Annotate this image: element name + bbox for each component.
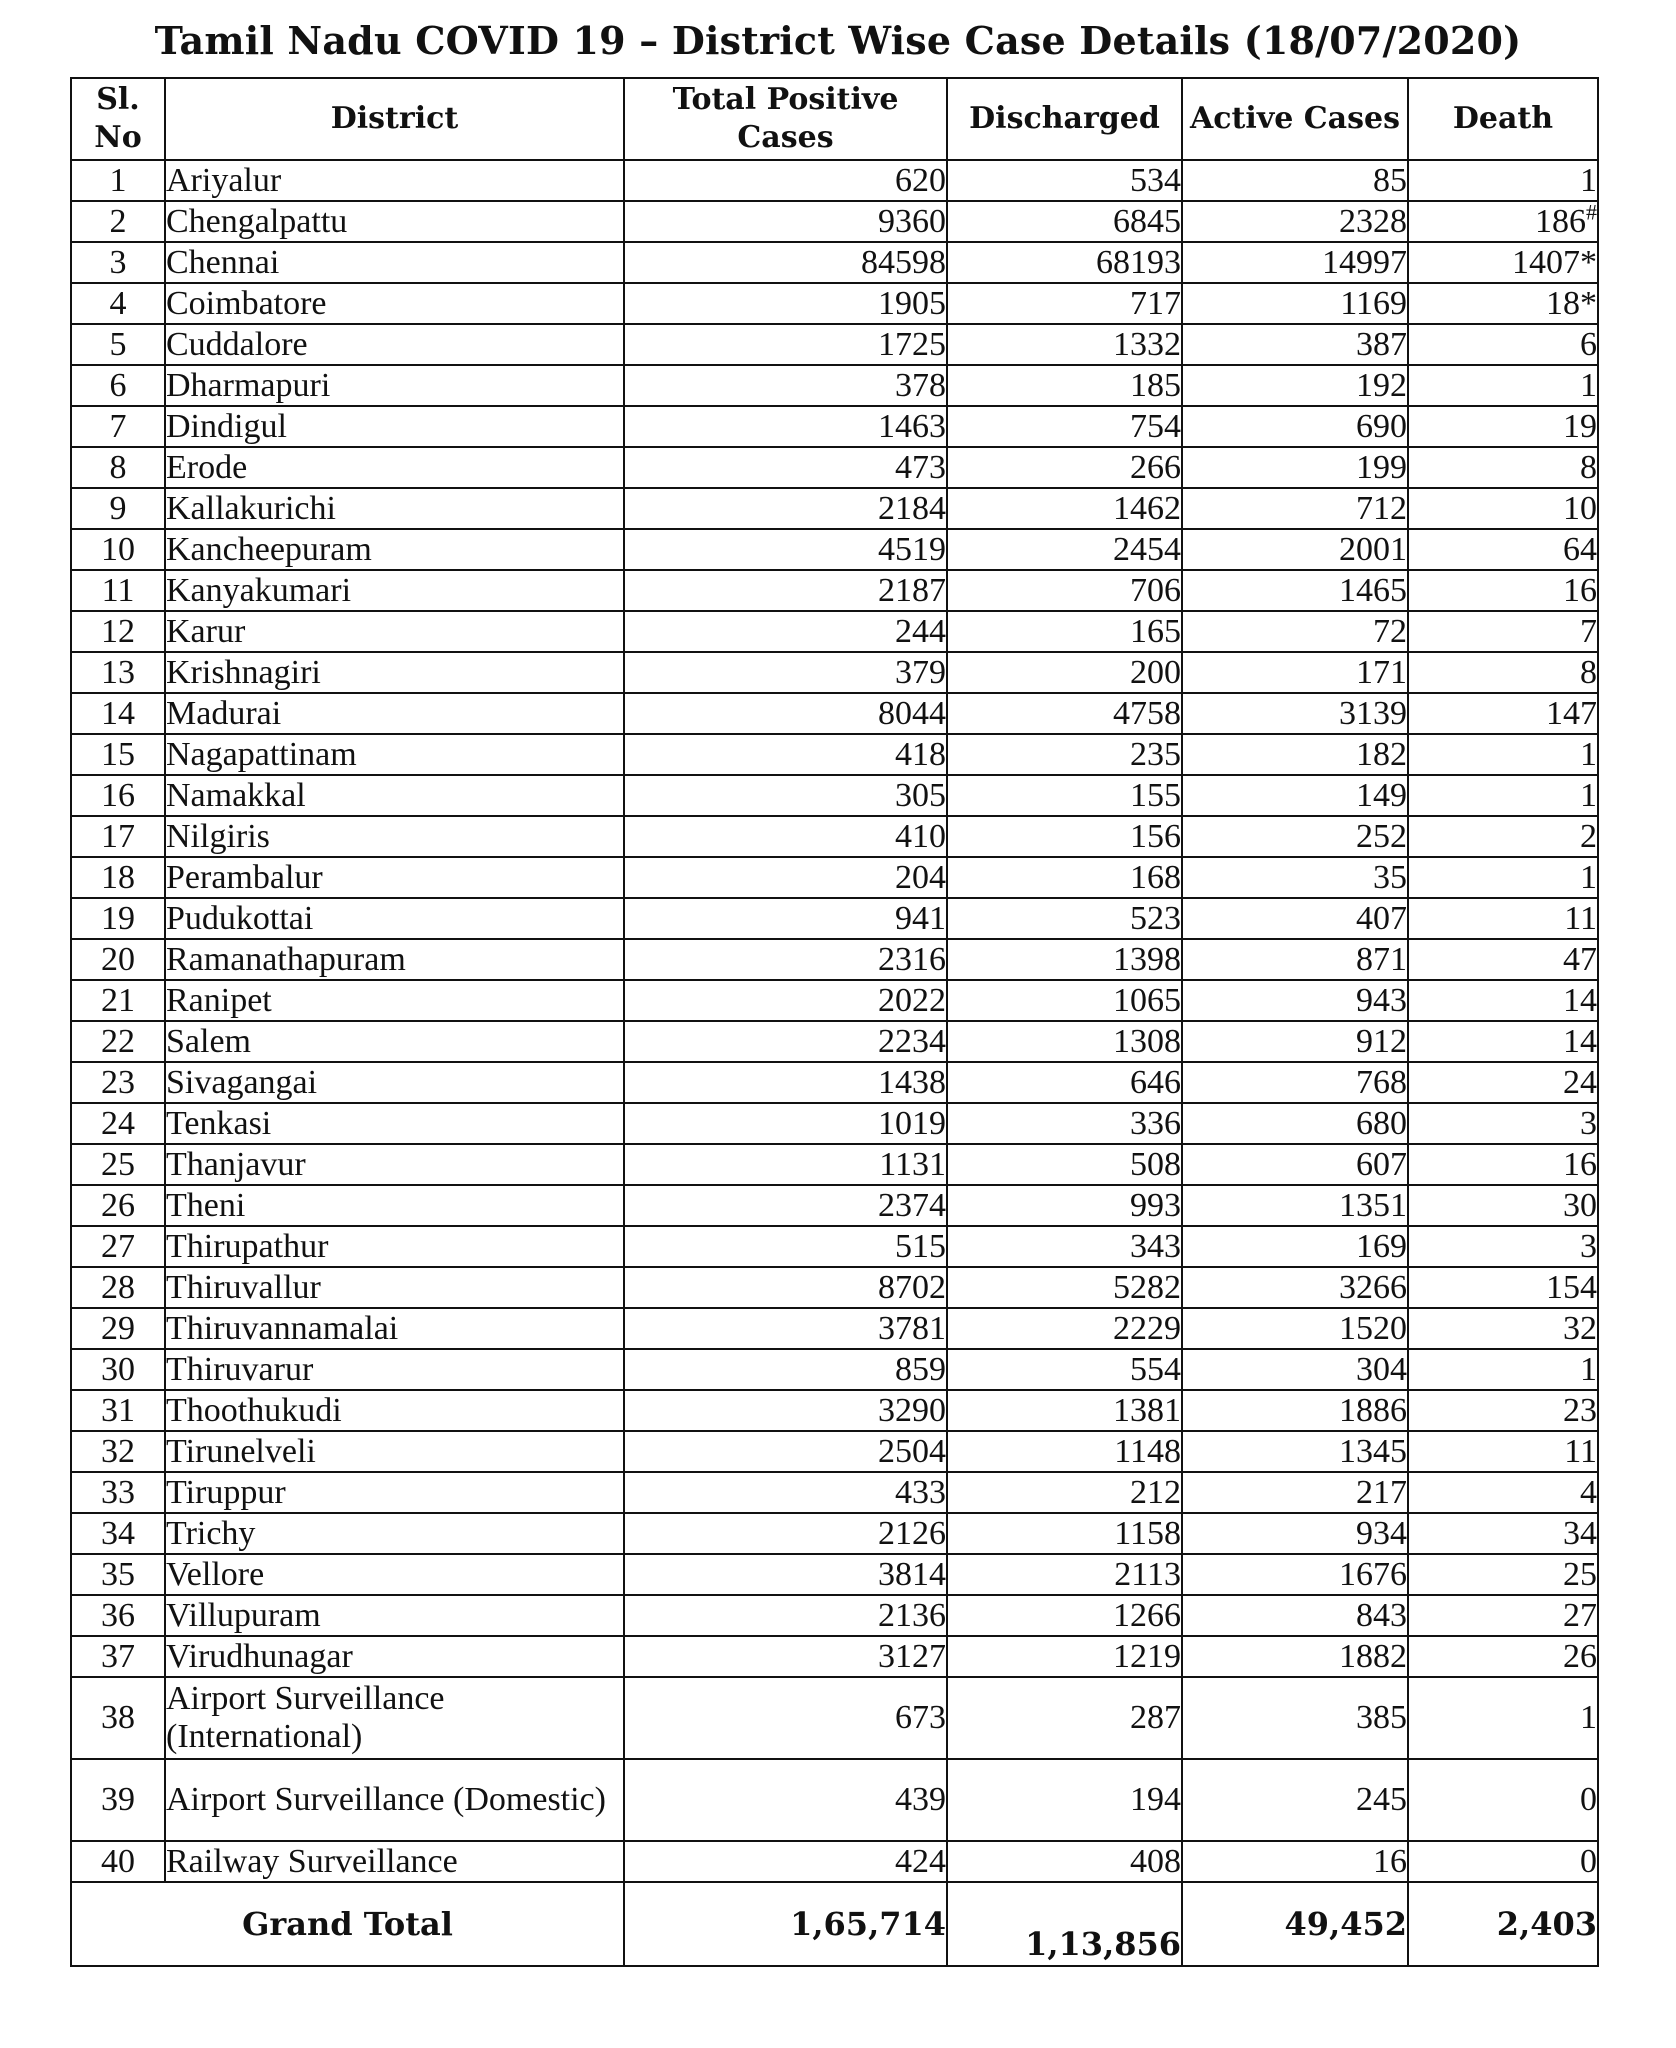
district-cell: Railway Surveillance bbox=[165, 1841, 624, 1882]
sl-no-cell: 5 bbox=[71, 324, 165, 365]
district-cell: Tiruppur bbox=[165, 1472, 624, 1513]
active-cell: 1351 bbox=[1182, 1185, 1408, 1226]
district-cell: Kanyakumari bbox=[165, 570, 624, 611]
discharged-cell: 1065 bbox=[947, 980, 1182, 1021]
active-cell: 407 bbox=[1182, 898, 1408, 939]
active-cell: 2328 bbox=[1182, 201, 1408, 242]
death-cell: 147 bbox=[1408, 693, 1598, 734]
table-row bbox=[71, 365, 1598, 406]
active-cell: 85 bbox=[1182, 160, 1408, 201]
death-cell: 1 bbox=[1408, 160, 1598, 201]
death-cell: 25 bbox=[1408, 1554, 1598, 1595]
death-cell: 7 bbox=[1408, 611, 1598, 652]
death-cell: 1 bbox=[1408, 1677, 1598, 1759]
district-cell: Madurai bbox=[165, 693, 624, 734]
total-positive-cell: 2136 bbox=[624, 1595, 947, 1636]
total-positive-cell: 2504 bbox=[624, 1431, 947, 1472]
sl-no-cell: 39 bbox=[71, 1759, 165, 1841]
discharged-cell: 646 bbox=[947, 1062, 1182, 1103]
total-positive-cell: 941 bbox=[624, 898, 947, 939]
death-cell: 1 bbox=[1408, 857, 1598, 898]
total-positive-cell: 2126 bbox=[624, 1513, 947, 1554]
active-cell: 149 bbox=[1182, 775, 1408, 816]
discharged-cell: 266 bbox=[947, 447, 1182, 488]
discharged-cell: 343 bbox=[947, 1226, 1182, 1267]
total-positive-cell: 433 bbox=[624, 1472, 947, 1513]
total-positive-cell: 1438 bbox=[624, 1062, 947, 1103]
total-positive-cell: 379 bbox=[624, 652, 947, 693]
district-cell: Villupuram bbox=[165, 1595, 624, 1636]
grand-total-discharged bbox=[947, 1882, 1182, 1966]
total-positive-cell: 410 bbox=[624, 816, 947, 857]
total-positive-cell: 3814 bbox=[624, 1554, 947, 1595]
discharged-cell: 408 bbox=[947, 1841, 1182, 1882]
death-cell: 10 bbox=[1408, 488, 1598, 529]
total-positive-cell: 2184 bbox=[624, 488, 947, 529]
active-cell: 192 bbox=[1182, 365, 1408, 406]
table-row bbox=[71, 1513, 1598, 1554]
discharged-cell: 2229 bbox=[947, 1308, 1182, 1349]
sl-no-cell: 12 bbox=[71, 611, 165, 652]
active-cell: 199 bbox=[1182, 447, 1408, 488]
sl-no-cell: 15 bbox=[71, 734, 165, 775]
discharged-cell: 523 bbox=[947, 898, 1182, 939]
total-positive-cell: 1463 bbox=[624, 406, 947, 447]
total-positive-cell: 305 bbox=[624, 775, 947, 816]
header-row bbox=[71, 78, 1598, 160]
discharged-cell: 1266 bbox=[947, 1595, 1182, 1636]
active-cell: 245 bbox=[1182, 1759, 1408, 1841]
total-positive-cell: 3781 bbox=[624, 1308, 947, 1349]
table-row bbox=[71, 816, 1598, 857]
active-cell: 3266 bbox=[1182, 1267, 1408, 1308]
discharged-cell: 2454 bbox=[947, 529, 1182, 570]
discharged-cell: 68193 bbox=[947, 242, 1182, 283]
table-row bbox=[71, 1677, 1598, 1759]
discharged-cell: 1462 bbox=[947, 488, 1182, 529]
sl-no-cell: 37 bbox=[71, 1636, 165, 1677]
sl-no-cell: 24 bbox=[71, 1103, 165, 1144]
total-positive-cell: 2234 bbox=[624, 1021, 947, 1062]
table-row bbox=[71, 1308, 1598, 1349]
discharged-cell: 336 bbox=[947, 1103, 1182, 1144]
table-row bbox=[71, 447, 1598, 488]
grand-total-death: 2,403 bbox=[1408, 1882, 1598, 1966]
table-row bbox=[71, 488, 1598, 529]
sl-no-cell: 28 bbox=[71, 1267, 165, 1308]
death-cell: 30 bbox=[1408, 1185, 1598, 1226]
discharged-cell: 1219 bbox=[947, 1636, 1182, 1677]
death-cell: 23 bbox=[1408, 1390, 1598, 1431]
discharged-cell: 1158 bbox=[947, 1513, 1182, 1554]
total-positive-cell: 859 bbox=[624, 1349, 947, 1390]
death-value: 186 bbox=[1535, 202, 1586, 240]
sl-no-cell: 10 bbox=[71, 529, 165, 570]
table-row bbox=[71, 1021, 1598, 1062]
page-title: Tamil Nadu COVID 19 – District Wise Case Details (18/07/2020) bbox=[154, 18, 1522, 63]
district-cell: Thirupathur bbox=[165, 1226, 624, 1267]
sl-no-cell: 40 bbox=[71, 1841, 165, 1882]
district-cell: Coimbatore bbox=[165, 283, 624, 324]
district-cell: Namakkal bbox=[165, 775, 624, 816]
table-row bbox=[71, 160, 1598, 201]
death-cell: 14 bbox=[1408, 980, 1598, 1021]
total-positive-cell: 84598 bbox=[624, 242, 947, 283]
total-positive-cell: 3290 bbox=[624, 1390, 947, 1431]
total-positive-cell: 4519 bbox=[624, 529, 947, 570]
district-cell: Tirunelveli bbox=[165, 1431, 624, 1472]
table-row bbox=[71, 1103, 1598, 1144]
active-cell: 1676 bbox=[1182, 1554, 1408, 1595]
discharged-cell: 4758 bbox=[947, 693, 1182, 734]
active-cell: 934 bbox=[1182, 1513, 1408, 1554]
district-cell: Trichy bbox=[165, 1513, 624, 1554]
discharged-cell: 508 bbox=[947, 1144, 1182, 1185]
discharged-cell: 1398 bbox=[947, 939, 1182, 980]
sl-no-cell: 22 bbox=[71, 1021, 165, 1062]
total-positive-cell: 9360 bbox=[624, 201, 947, 242]
active-cell: 171 bbox=[1182, 652, 1408, 693]
district-cell: Chennai bbox=[165, 242, 624, 283]
table-row bbox=[71, 1595, 1598, 1636]
sl-no-cell: 30 bbox=[71, 1349, 165, 1390]
sl-no-cell: 33 bbox=[71, 1472, 165, 1513]
death-cell: 27 bbox=[1408, 1595, 1598, 1636]
active-cell: 2001 bbox=[1182, 529, 1408, 570]
table-row bbox=[71, 734, 1598, 775]
sl-no-cell: 35 bbox=[71, 1554, 165, 1595]
total-positive-cell: 2374 bbox=[624, 1185, 947, 1226]
district-cell: Nagapattinam bbox=[165, 734, 624, 775]
discharged-cell: 993 bbox=[947, 1185, 1182, 1226]
table-row bbox=[71, 1759, 1598, 1841]
sl-no-cell: 18 bbox=[71, 857, 165, 898]
district-cell: Nilgiris bbox=[165, 816, 624, 857]
active-cell: 1886 bbox=[1182, 1390, 1408, 1431]
death-cell: 3 bbox=[1408, 1103, 1598, 1144]
total-positive-cell: 244 bbox=[624, 611, 947, 652]
sl-no-cell: 7 bbox=[71, 406, 165, 447]
header-discharged: Discharged bbox=[947, 78, 1182, 160]
active-cell: 252 bbox=[1182, 816, 1408, 857]
death-cell: 0 bbox=[1408, 1759, 1598, 1841]
district-cell: Theni bbox=[165, 1185, 624, 1226]
table-row bbox=[71, 529, 1598, 570]
death-cell: 3 bbox=[1408, 1226, 1598, 1267]
active-cell: 3139 bbox=[1182, 693, 1408, 734]
discharged-cell: 717 bbox=[947, 283, 1182, 324]
total-positive-cell: 1019 bbox=[624, 1103, 947, 1144]
death-cell: 2 bbox=[1408, 816, 1598, 857]
discharged-cell: 1308 bbox=[947, 1021, 1182, 1062]
total-positive-cell: 8044 bbox=[624, 693, 947, 734]
district-cell: Thiruvallur bbox=[165, 1267, 624, 1308]
sl-no-cell: 29 bbox=[71, 1308, 165, 1349]
discharged-cell: 706 bbox=[947, 570, 1182, 611]
discharged-cell: 235 bbox=[947, 734, 1182, 775]
active-cell: 217 bbox=[1182, 1472, 1408, 1513]
sl-no-cell: 8 bbox=[71, 447, 165, 488]
district-cell: Ariyalur bbox=[165, 160, 624, 201]
active-cell: 1465 bbox=[1182, 570, 1408, 611]
death-cell: 64 bbox=[1408, 529, 1598, 570]
district-cell: Chengalpattu bbox=[165, 201, 624, 242]
discharged-cell: 212 bbox=[947, 1472, 1182, 1513]
table-row bbox=[71, 939, 1598, 980]
district-cell: Thoothukudi bbox=[165, 1390, 624, 1431]
table-row bbox=[71, 693, 1598, 734]
death-cell: 14 bbox=[1408, 1021, 1598, 1062]
district-cell: Krishnagiri bbox=[165, 652, 624, 693]
discharged-cell: 155 bbox=[947, 775, 1182, 816]
death-cell: 1 bbox=[1408, 365, 1598, 406]
district-cell: Erode bbox=[165, 447, 624, 488]
sl-no-cell: 3 bbox=[71, 242, 165, 283]
total-positive-cell: 2187 bbox=[624, 570, 947, 611]
active-cell: 182 bbox=[1182, 734, 1408, 775]
active-cell: 1345 bbox=[1182, 1431, 1408, 1472]
district-cell: Kallakurichi bbox=[165, 488, 624, 529]
sl-no-cell: 34 bbox=[71, 1513, 165, 1554]
grand-total-positive: 1,65,714 bbox=[624, 1882, 947, 1966]
header-sl-no: Sl. No bbox=[71, 78, 165, 160]
discharged-cell: 754 bbox=[947, 406, 1182, 447]
sl-no-cell: 21 bbox=[71, 980, 165, 1021]
table-row bbox=[71, 898, 1598, 939]
total-positive-cell: 473 bbox=[624, 447, 947, 488]
active-cell: 607 bbox=[1182, 1144, 1408, 1185]
active-cell: 680 bbox=[1182, 1103, 1408, 1144]
table-row bbox=[71, 570, 1598, 611]
district-cell: Dindigul bbox=[165, 406, 624, 447]
total-positive-cell: 1905 bbox=[624, 283, 947, 324]
active-cell: 35 bbox=[1182, 857, 1408, 898]
discharged-cell: 6845 bbox=[947, 201, 1182, 242]
sl-no-cell: 20 bbox=[71, 939, 165, 980]
district-cell: Airport Surveillance (Domestic) bbox=[165, 1759, 624, 1841]
total-positive-cell: 1725 bbox=[624, 324, 947, 365]
active-cell: 72 bbox=[1182, 611, 1408, 652]
death-cell: 32 bbox=[1408, 1308, 1598, 1349]
death-cell: 1 bbox=[1408, 775, 1598, 816]
table-row bbox=[71, 201, 1598, 242]
header-total-positive: Total Positive Cases bbox=[624, 78, 947, 160]
discharged-cell: 200 bbox=[947, 652, 1182, 693]
sl-no-cell: 32 bbox=[71, 1431, 165, 1472]
district-cell: Dharmapuri bbox=[165, 365, 624, 406]
district-cell: Salem bbox=[165, 1021, 624, 1062]
district-cell: Thiruvannamalai bbox=[165, 1308, 624, 1349]
sl-no-cell: 11 bbox=[71, 570, 165, 611]
total-positive-cell: 8702 bbox=[624, 1267, 947, 1308]
sl-no-cell: 17 bbox=[71, 816, 165, 857]
district-case-table bbox=[70, 77, 1599, 1967]
active-cell: 768 bbox=[1182, 1062, 1408, 1103]
district-cell: Ramanathapuram bbox=[165, 939, 624, 980]
death-cell: 4 bbox=[1408, 1472, 1598, 1513]
active-cell: 14997 bbox=[1182, 242, 1408, 283]
district-cell: Thiruvarur bbox=[165, 1349, 624, 1390]
active-cell: 912 bbox=[1182, 1021, 1408, 1062]
table-row bbox=[71, 1554, 1598, 1595]
table-row bbox=[71, 1636, 1598, 1677]
table-row bbox=[71, 1185, 1598, 1226]
total-positive-cell: 673 bbox=[624, 1677, 947, 1759]
active-cell: 387 bbox=[1182, 324, 1408, 365]
active-cell: 385 bbox=[1182, 1677, 1408, 1759]
table-row bbox=[71, 775, 1598, 816]
sl-no-cell: 19 bbox=[71, 898, 165, 939]
active-cell: 16 bbox=[1182, 1841, 1408, 1882]
discharged-cell: 1148 bbox=[947, 1431, 1182, 1472]
death-cell: 19 bbox=[1408, 406, 1598, 447]
table-row bbox=[71, 1267, 1598, 1308]
district-cell: Airport Surveillance (International) bbox=[165, 1677, 624, 1759]
active-cell: 1520 bbox=[1182, 1308, 1408, 1349]
sl-no-cell: 6 bbox=[71, 365, 165, 406]
grand-total-label: Grand Total bbox=[71, 1882, 624, 1966]
grand-total-discharged-value: 1,13,856 bbox=[1025, 1925, 1181, 1963]
total-positive-cell: 515 bbox=[624, 1226, 947, 1267]
discharged-cell: 287 bbox=[947, 1677, 1182, 1759]
total-positive-cell: 3127 bbox=[624, 1636, 947, 1677]
grand-total-active: 49,452 bbox=[1182, 1882, 1408, 1966]
discharged-cell: 156 bbox=[947, 816, 1182, 857]
sl-no-cell: 38 bbox=[71, 1677, 165, 1759]
death-cell: 47 bbox=[1408, 939, 1598, 980]
discharged-cell: 194 bbox=[947, 1759, 1182, 1841]
death-cell: 16 bbox=[1408, 1144, 1598, 1185]
district-cell: Tenkasi bbox=[165, 1103, 624, 1144]
table-row bbox=[71, 1226, 1598, 1267]
sl-no-cell: 31 bbox=[71, 1390, 165, 1431]
district-cell: Ranipet bbox=[165, 980, 624, 1021]
discharged-cell: 1381 bbox=[947, 1390, 1182, 1431]
header-active: Active Cases bbox=[1182, 78, 1408, 160]
sl-no-cell: 2 bbox=[71, 201, 165, 242]
table-row bbox=[71, 1390, 1598, 1431]
district-cell: Vellore bbox=[165, 1554, 624, 1595]
district-cell: Cuddalore bbox=[165, 324, 624, 365]
total-positive-cell: 2022 bbox=[624, 980, 947, 1021]
total-positive-cell: 418 bbox=[624, 734, 947, 775]
table-row bbox=[71, 324, 1598, 365]
active-cell: 304 bbox=[1182, 1349, 1408, 1390]
active-cell: 843 bbox=[1182, 1595, 1408, 1636]
district-cell: Perambalur bbox=[165, 857, 624, 898]
table-row bbox=[71, 611, 1598, 652]
active-cell: 690 bbox=[1182, 406, 1408, 447]
table-row bbox=[71, 242, 1598, 283]
active-cell: 169 bbox=[1182, 1226, 1408, 1267]
district-cell: Kancheepuram bbox=[165, 529, 624, 570]
sl-no-cell: 27 bbox=[71, 1226, 165, 1267]
sl-no-cell: 14 bbox=[71, 693, 165, 734]
sl-no-cell: 23 bbox=[71, 1062, 165, 1103]
table-row bbox=[71, 283, 1598, 324]
grand-total-row bbox=[71, 1882, 1598, 1966]
district-cell: Karur bbox=[165, 611, 624, 652]
total-positive-cell: 620 bbox=[624, 160, 947, 201]
discharged-cell: 168 bbox=[947, 857, 1182, 898]
table-row bbox=[71, 980, 1598, 1021]
active-cell: 943 bbox=[1182, 980, 1408, 1021]
active-cell: 1882 bbox=[1182, 1636, 1408, 1677]
discharged-cell: 534 bbox=[947, 160, 1182, 201]
death-cell: 8 bbox=[1408, 652, 1598, 693]
discharged-cell: 2113 bbox=[947, 1554, 1182, 1595]
discharged-cell: 165 bbox=[947, 611, 1182, 652]
table-row bbox=[71, 1349, 1598, 1390]
table-row bbox=[71, 1472, 1598, 1513]
discharged-cell: 185 bbox=[947, 365, 1182, 406]
district-cell: Virudhunagar bbox=[165, 1636, 624, 1677]
discharged-cell: 1332 bbox=[947, 324, 1182, 365]
death-cell: 8 bbox=[1408, 447, 1598, 488]
death-cell: 11 bbox=[1408, 1431, 1598, 1472]
death-cell: 1 bbox=[1408, 1349, 1598, 1390]
district-cell: Pudukottai bbox=[165, 898, 624, 939]
death-cell: 18* bbox=[1408, 283, 1598, 324]
active-cell: 871 bbox=[1182, 939, 1408, 980]
active-cell: 712 bbox=[1182, 488, 1408, 529]
death-cell: 16 bbox=[1408, 570, 1598, 611]
table-row bbox=[71, 1062, 1598, 1103]
death-cell: 1407* bbox=[1408, 242, 1598, 283]
header-district: District bbox=[165, 78, 624, 160]
total-positive-cell: 1131 bbox=[624, 1144, 947, 1185]
death-cell: 1 bbox=[1408, 734, 1598, 775]
death-footnote-mark: # bbox=[1586, 199, 1597, 225]
death-cell: 0 bbox=[1408, 1841, 1598, 1882]
table-row bbox=[71, 1841, 1598, 1882]
discharged-cell: 554 bbox=[947, 1349, 1182, 1390]
death-cell: 154 bbox=[1408, 1267, 1598, 1308]
sl-no-cell: 26 bbox=[71, 1185, 165, 1226]
table-row bbox=[71, 652, 1598, 693]
death-cell: 24 bbox=[1408, 1062, 1598, 1103]
header-death: Death bbox=[1408, 78, 1598, 160]
sl-no-cell: 36 bbox=[71, 1595, 165, 1636]
table-body bbox=[71, 160, 1598, 1882]
death-cell: 34 bbox=[1408, 1513, 1598, 1554]
death-cell bbox=[1408, 201, 1598, 242]
sl-no-cell: 1 bbox=[71, 160, 165, 201]
death-cell: 26 bbox=[1408, 1636, 1598, 1677]
sl-no-cell: 25 bbox=[71, 1144, 165, 1185]
table-row bbox=[71, 1144, 1598, 1185]
district-cell: Sivagangai bbox=[165, 1062, 624, 1103]
sl-no-cell: 16 bbox=[71, 775, 165, 816]
sl-no-cell: 4 bbox=[71, 283, 165, 324]
table-row bbox=[71, 406, 1598, 447]
total-positive-cell: 424 bbox=[624, 1841, 947, 1882]
total-positive-cell: 204 bbox=[624, 857, 947, 898]
table-row bbox=[71, 1431, 1598, 1472]
table-row bbox=[71, 857, 1598, 898]
death-cell: 6 bbox=[1408, 324, 1598, 365]
discharged-cell: 5282 bbox=[947, 1267, 1182, 1308]
total-positive-cell: 2316 bbox=[624, 939, 947, 980]
district-cell: Thanjavur bbox=[165, 1144, 624, 1185]
total-positive-cell: 439 bbox=[624, 1759, 947, 1841]
active-cell: 1169 bbox=[1182, 283, 1408, 324]
sl-no-cell: 13 bbox=[71, 652, 165, 693]
total-positive-cell: 378 bbox=[624, 365, 947, 406]
sl-no-cell: 9 bbox=[71, 488, 165, 529]
death-cell: 11 bbox=[1408, 898, 1598, 939]
